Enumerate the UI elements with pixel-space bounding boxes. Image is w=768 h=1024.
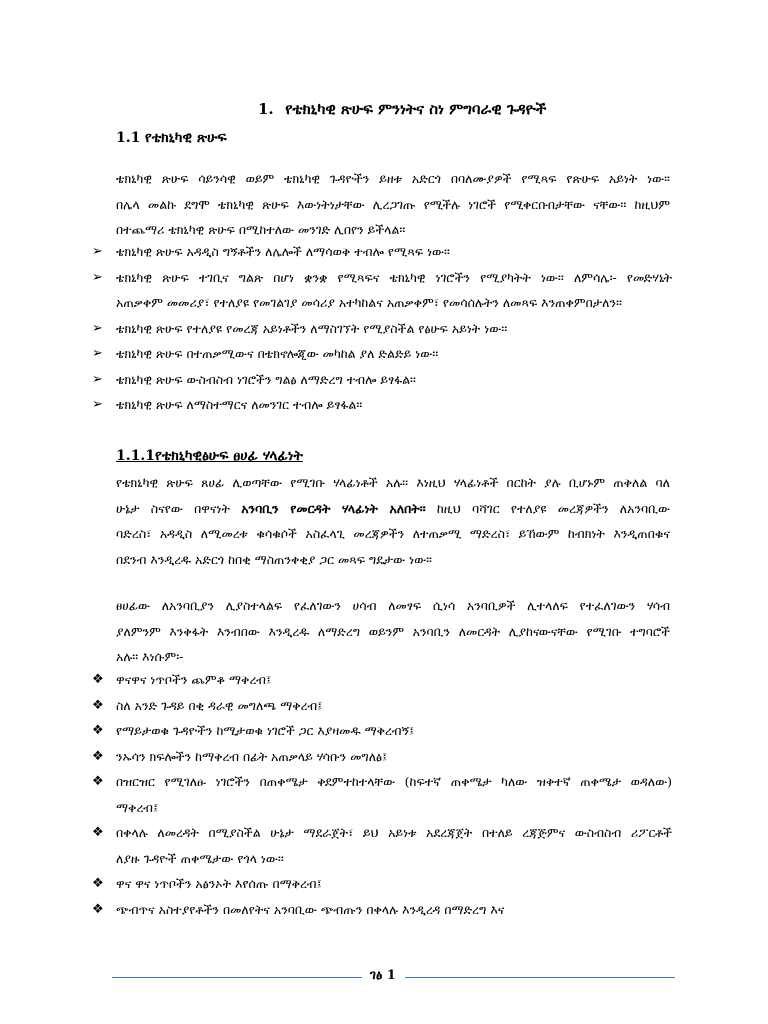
diamond-bullet-icon: ❖ (92, 876, 104, 891)
list-item-line: ቴክኒካዊ ጽሁፍ የተለያዩ የመረጃ አይነቶችን ለማስገኘት የሚያስችል የፅሁፍ አይነት ነው፡፡ (116, 320, 508, 336)
list-item-line: ቴክኒካዊ ጽሁፍ ውስብስብ ነገሮችን ግልፅ ለማድረግ ተብሎ ይፃፋል፡፡ (116, 371, 416, 387)
list-item-line: ስለ አንድ ጉዳይ በቂ ዳራዊ መግለጫ ማቅረብ፤ (116, 697, 323, 713)
section-heading (116, 448, 303, 464)
main-heading-number: 1. (258, 100, 274, 118)
arrow-bullet-icon: ➢ (92, 346, 103, 361)
list-item (92, 239, 672, 265)
list-item (92, 769, 672, 820)
diamond-bullet-icon: ❖ (92, 748, 104, 764)
diamond-bullet-icon: ❖ (92, 825, 104, 840)
list-item-line: ቴክኒካዊ ጽሁፍ አዳዲስ ግኝቶችን ለሌሎች ለማሳወቅ ተብሎ የሚጻፍ ነው፡፡ (116, 244, 450, 259)
diamond-bullet-icon: ❖ (92, 901, 104, 917)
list-item (92, 341, 672, 367)
arrow-bullet-icon: ➢ (92, 397, 103, 412)
section-heading-text: የቴክኒካዊፅሁፍ ፀሀፊ ሃላፊነት (154, 448, 303, 464)
arrow-bullet-icon: ➢ (92, 371, 103, 387)
paragraph-line: አሉ፡፡ እነሱም፡- (116, 649, 184, 664)
list-item-line: ንኡሳን ክፍሎችን ከማቅረብ በፊት አጠቃላይ ሃሳቡን መግለፅ፤ (116, 748, 388, 764)
paragraph-line: በሌላ መልኩ ደግሞ ቴክኒካዊ ጽሁፍ እውነትነታቸው ሊረጋገጡ የሚችሉ ነገሮች የሚቀርቡበታቸው ናቸው፡፡ ከዚህም (116, 196, 670, 212)
list-item-line: በቀላሉ ለመረዳት በሚያስችል ሁኔታ ማደራጀት፣ ይህ አይነቱ አደረጃጀት በተለይ ረጃጅምና ውስብስብ ሪፖርቶች (116, 825, 672, 840)
list-item-text (116, 744, 672, 770)
paragraph-line: የቴክኒካዊ ጽሁፍ ጸሀፊ ሊወጣቸው የሚገቡ ሃላፊነቶች አሉ፡፡ እነዚህ ሃላፊነቶች በርከት ያሉ ቢሆኑም ጠቅለል ባለ (116, 475, 670, 490)
list-item-text (116, 820, 672, 871)
intro-paragraph (116, 166, 670, 243)
paragraph-line (116, 496, 670, 522)
diamond-bullet-icon: ❖ (92, 672, 104, 687)
paragraph-line: ፀሀፊው ለአንባቢያን ሊያስተላልፍ የፈለገውን ሀሳብ ለመፃፍ ሲነሳ አንባቢዎች ሊተላለፍ የተፈለገውን ሃሳብ (116, 598, 670, 613)
paragraph-line: ያለምንም እንቅፋት እንብበው እንዲረዱ ለማድረግ ወይንም አንባቢን ለመርዳት ሊያከናውናቸው የሚገቡ ተግባሮች (116, 623, 670, 639)
list-item-text (116, 769, 672, 820)
arrow-bullet-icon: ➢ (92, 244, 103, 259)
emphasized-text: አንባቢን የመርዳት ሃላፊነት አለበት፡፡ (241, 500, 426, 516)
paragraph-text: ከዚህ ባሻገር የተለያዩ መረጃዎችን ለአንባቢው (425, 500, 670, 516)
list-item (92, 820, 672, 871)
list-item (92, 265, 672, 316)
list-item-line: ቴክኒካዊ ጽሁፍ ተገቢና ግልጽ በሆነ ቋንቋ የሚጻፍና ቴክኒካዊ ነገሮችን የሚያካትት ነው፡፡ ለምሳሌ፡- የመድሃኒት (116, 269, 672, 285)
definition-bullet-list (92, 239, 672, 418)
arrow-bullet-icon: ➢ (92, 320, 103, 336)
responsibility-paragraph (116, 470, 670, 572)
list-item-text (116, 718, 672, 744)
list-item-text (116, 341, 672, 367)
arrow-bullet-icon: ➢ (92, 269, 103, 285)
subheading (116, 130, 227, 146)
list-item-line: ጭብጥና አስተያየቶችን በመለየትና አንባቢው ጭብጡን በቀላሉ እንዲረዳ በማድረግ እና (116, 901, 505, 917)
list-item (92, 718, 672, 744)
list-item-line: ዋና ዋና ነጥቦችን አፅንኦት እየሰጡ በማቅረብ፤ (116, 876, 322, 891)
list-item-line: ቴክኒካዊ ጽሁፍ ለማስተማርና ለመንገር ተብሎ ይፃፋል፡፡ (116, 397, 363, 412)
list-item-line: አጠቃቀም መመሪያ፣ የተለያዩ የመገልገያ መሳሪያ አተካከልና አጠቃቀም፣ የመሳሰሉትን ለመጻፍ እንጠቀምበታለን፡፡ (116, 295, 622, 310)
list-item (92, 367, 672, 393)
paragraph-line: ባድረስ፣ አዳዲስ ለሚመረቱ ቁሳቁሶች አስፈላጊ መረጃዎችን ለተጠቃሚ ማድረስ፣ ይኸውም ከብክነት እንዲጠበቁና (116, 526, 670, 541)
paragraph-line: በደንብ እንዲረዱ አድርጎ ከበቂ ማስጠንቀቂያ ጋር መጻፍ ግዴታው ነው፡፡ (116, 551, 433, 567)
list-item-line: ዋናዋና ነጥቦችን ጨምቆ ማቅረብ፤ (116, 672, 272, 687)
list-item-text (116, 316, 672, 342)
paragraph-line: በተጨማሪ ቴክኒካዊ ጽሁፍ በሚከተለው መንገድ ሊበየን ይችላል፡፡ (116, 222, 406, 237)
main-heading (258, 100, 546, 118)
list-item (92, 897, 672, 923)
list-item (92, 316, 672, 342)
list-item-text (116, 871, 672, 897)
paragraph-line: ቴክኒካዊ ጽሁፍ ሳይንሳዊ ወይም ቴክኒካዊ ጉዳዮችን ይዘቱ አድርጎ በባለሙያዎች የሚጻፍ የጽሁፍ አይነት ነው፡፡ (116, 171, 670, 186)
diamond-bullet-icon: ❖ (92, 723, 104, 738)
list-item-text (116, 367, 672, 393)
footer-rule-left (112, 977, 362, 978)
diamond-bullet-icon: ❖ (92, 774, 104, 789)
diamond-bullet-icon: ❖ (92, 697, 104, 713)
list-item-line: በዝርዝር የሚገለፁ ነገሮችን በጠቀሜታ ቅደምተከተላቸው (ከፍተኛ ጠቀሜታ ካለው ዝቅተኛ ጠቀሜታ ወዳለው) (116, 774, 672, 789)
list-item-line: ማቅረብ፤ (116, 799, 159, 815)
list-item-line: ቴክኒካዊ ጽሁፍ በተጠቃሚውና በቴክኖሎጂው መካከል ያለ ድልድይ ነው፡፡ (116, 346, 439, 361)
list-item-text (116, 239, 672, 265)
list-item (92, 693, 672, 719)
page-number: ገፅ 1 (370, 968, 396, 983)
main-heading-text: የቴክኒካዊ ጽሁፍ ምንነትና ስነ ምግባራዊ ጉዳዮች (285, 100, 547, 118)
list-item-line: ለያዙ ጉዳዮች ጠቀሜታው የጎላ ነው፡፡ (116, 850, 284, 866)
list-item-text (116, 265, 672, 316)
tasks-paragraph (116, 593, 670, 670)
list-item (92, 392, 672, 418)
list-item (92, 667, 672, 693)
list-item-text (116, 667, 672, 693)
list-item-text (116, 693, 672, 719)
list-item (92, 744, 672, 770)
list-item (92, 871, 672, 897)
subheading-text: የቴክኒካዊ ጽሁፍ (144, 130, 227, 146)
footer-rule-right (405, 977, 675, 978)
list-item-line: የማይታወቁ ጉዳዮችን ከሚታወቁ ነገሮች ጋር እያዛመዱ ማቅረብኝ፤ (116, 723, 415, 738)
section-heading-number: 1.1.1 (116, 448, 155, 464)
list-item-text (116, 392, 672, 418)
subheading-number: 1.1 (116, 130, 141, 146)
tasks-bullet-list (92, 667, 672, 922)
list-item-text (116, 897, 672, 923)
paragraph-text: ሁኔታ ስናየው በዋናነት (116, 500, 242, 516)
